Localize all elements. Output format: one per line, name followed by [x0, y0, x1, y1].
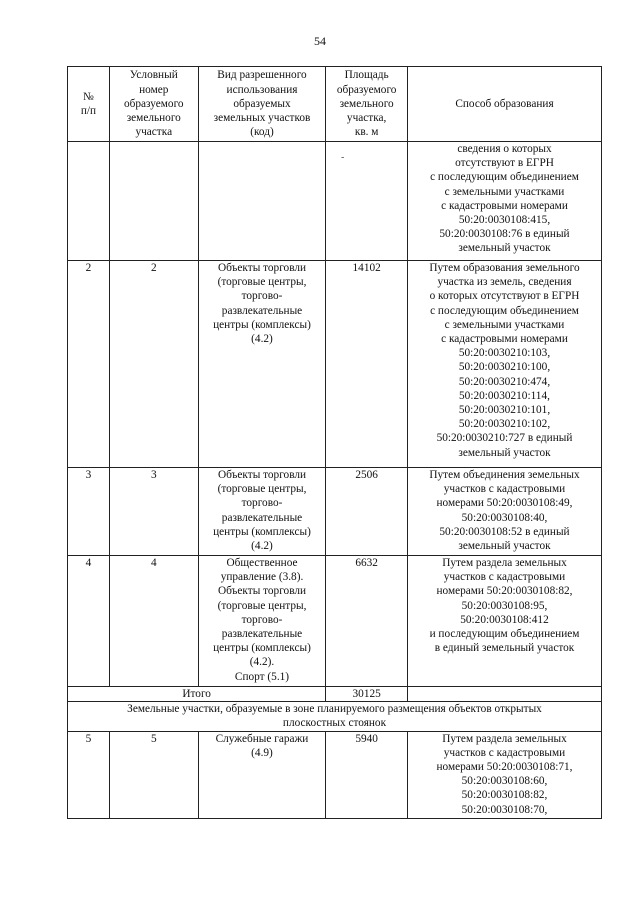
text-line: 50:20:0030210:100, [458, 361, 551, 374]
text-line: номерами 50:20:0030108:71, [436, 761, 573, 774]
cell-conditional-number: 4 [109, 556, 198, 687]
text-line: п/п [80, 105, 97, 117]
text-line: земельный участок [458, 540, 551, 553]
land-plots-table [67, 66, 602, 819]
total-area: 30125 [326, 687, 408, 702]
cell-area [326, 142, 408, 261]
text-line: сведения о которых [457, 143, 552, 155]
text-line: 50:20:0030108:76 в единый [439, 228, 570, 241]
text-line: плоскостных стоянок [282, 717, 387, 730]
text-line: Спорт (5.1) [234, 670, 290, 683]
cell-number: 4 [68, 556, 110, 687]
text-line: земельного [339, 97, 394, 110]
zone-heading [68, 702, 602, 731]
cell-area: 6632 [326, 556, 408, 687]
text-line: 50:20:0030108:82, [461, 789, 548, 802]
header-conditional-number [109, 67, 198, 142]
total-method-empty [407, 687, 601, 702]
text-line: 50:20:0030108:40, [461, 511, 548, 524]
text-line: центры (комплексы) [213, 318, 311, 331]
text-line: кв. м [354, 126, 379, 139]
cell-number: 2 [68, 261, 110, 468]
text-line: номер [139, 83, 169, 96]
text-line: участков с кадастровыми [443, 483, 566, 496]
text-line: 50:20:0030108:95, [461, 599, 548, 612]
text-line: участков с кадастровыми [443, 571, 566, 584]
cell-conditional-number: 5 [109, 731, 198, 818]
cell-method [407, 261, 601, 468]
text-line: Объекты торговли [217, 585, 307, 598]
table-row [68, 261, 602, 468]
table-row [68, 142, 602, 261]
text-line: земельных участков [213, 112, 311, 125]
cell-method [407, 731, 601, 818]
text-line: 50:20:0030210:114, [459, 389, 550, 402]
text-line: с кадастровыми номерами [441, 199, 568, 212]
text-line: 50:20:0030108:412 [460, 613, 549, 626]
text-line: 50:20:0030108:60, [461, 775, 548, 788]
text-line: центры (комплексы) [213, 525, 311, 538]
text-line: Площадь [344, 69, 389, 82]
cell-conditional-number: 2 [109, 261, 198, 468]
text-line: торгово- [241, 613, 283, 626]
text-line: (код) [250, 126, 274, 139]
text-line: (торговые центры, [217, 599, 307, 612]
text-line: участка, [346, 112, 387, 125]
text-line: управление (3.8). [220, 571, 304, 584]
zone-heading-row [68, 702, 602, 731]
text-line: 50:20:0030108:52 в единый [439, 525, 570, 538]
header-permitted-use [198, 67, 326, 142]
text-line: № [83, 90, 94, 103]
text-line: участков с кадастровыми [443, 746, 566, 759]
text-line: с земельными участками [444, 185, 565, 198]
text-line: участка из земель, сведения [437, 276, 572, 289]
text-line: номерами 50:20:0030108:49, [436, 497, 573, 510]
total-row [68, 687, 602, 702]
header-number [68, 67, 110, 142]
cell-method [407, 468, 601, 556]
cell-area: 14102 [326, 261, 408, 468]
table-row [68, 556, 602, 687]
cell-permitted-use [198, 731, 326, 818]
text-line: с последующим объединением [430, 171, 579, 184]
cell-conditional-number [109, 142, 198, 261]
text-line: (торговые центры, [217, 276, 307, 289]
text-line: участка [135, 126, 173, 139]
header-area [326, 67, 408, 142]
text-line: земельный участок [458, 242, 551, 255]
text-line: Путем объединения земельных [429, 469, 580, 481]
text-line: Условный [129, 69, 178, 82]
cell-permitted-use [198, 142, 326, 261]
text-line: 50:20:0030210:103, [458, 347, 551, 360]
text-line: отсутствуют в ЕГРН [455, 157, 554, 170]
cell-number [68, 142, 110, 261]
table-header-row [68, 67, 602, 142]
text-line: 50:20:0030210:102, [458, 418, 551, 431]
text-line: в единый земельный участок [434, 642, 575, 655]
text-line: Вид разрешенного [217, 69, 307, 82]
text-line: (4.2) [251, 333, 273, 346]
text-line: центры (комплексы) [213, 642, 311, 655]
text-line: с земельными участками [444, 318, 565, 331]
cell-method [407, 142, 601, 261]
text-line: образуемого [123, 97, 184, 110]
stray-mark: - [341, 152, 345, 163]
cell-permitted-use [198, 468, 326, 556]
header-method [407, 67, 601, 142]
cell-area: 5940 [326, 731, 408, 818]
text-line: номерами 50:20:0030108:82, [436, 585, 573, 598]
text-line: развлекательные [221, 511, 303, 524]
table-row [68, 731, 602, 818]
text-line: о которых отсутствуют в ЕГРН [429, 290, 580, 303]
text-line: Объекты торговли [217, 469, 307, 481]
text-line: использования [226, 83, 298, 96]
cell-number: 5 [68, 731, 110, 818]
page-number: 54 [314, 34, 326, 48]
text-line: с последующим объединением [430, 304, 579, 317]
text-line: образуемых [233, 97, 291, 110]
text-line: развлекательные [221, 628, 303, 641]
text-line: 50:20:0030210:727 в единый [436, 432, 573, 445]
text-line: земельного [126, 112, 181, 125]
text-line: Путем раздела земельных [442, 732, 567, 745]
text-line: Способ образования [455, 97, 554, 110]
text-line: развлекательные [221, 304, 303, 317]
cell-conditional-number: 3 [109, 468, 198, 556]
text-line: Объекты торговли [217, 262, 307, 274]
text-line: Путем раздела земельных [442, 557, 567, 569]
table-row [68, 468, 602, 556]
text-line: 50:20:0030108:70, [461, 803, 548, 816]
text-line: Земельные участки, образуемые в зоне планируемого размещения объектов открытых [127, 703, 542, 716]
cell-number: 3 [68, 468, 110, 556]
text-line: (4.2) [251, 540, 273, 553]
text-line: 50:20:0030108:415, [458, 214, 551, 227]
text-line: (4.2). [249, 656, 275, 669]
text-line: торгово- [241, 497, 283, 510]
text-line: и последующим объединением [429, 628, 580, 641]
text-line: образуемого [336, 83, 397, 96]
text-line: торгово- [241, 290, 283, 303]
text-line: 50:20:0030210:101, [458, 404, 551, 417]
cell-permitted-use [198, 556, 326, 687]
text-line: Служебные гаражи [215, 732, 309, 745]
text-line: (торговые центры, [217, 483, 307, 496]
total-label: Итого [68, 687, 326, 702]
cell-permitted-use [198, 261, 326, 468]
text-line: земельный участок [458, 446, 551, 459]
text-line: Путем образования земельного [429, 262, 580, 274]
text-line: (4.9) [251, 746, 273, 759]
cell-area: 2506 [326, 468, 408, 556]
text-line: 50:20:0030210:474, [458, 375, 551, 388]
text-line: с кадастровыми номерами [441, 333, 568, 346]
text-line: Общественное [226, 557, 298, 569]
cell-method [407, 556, 601, 687]
